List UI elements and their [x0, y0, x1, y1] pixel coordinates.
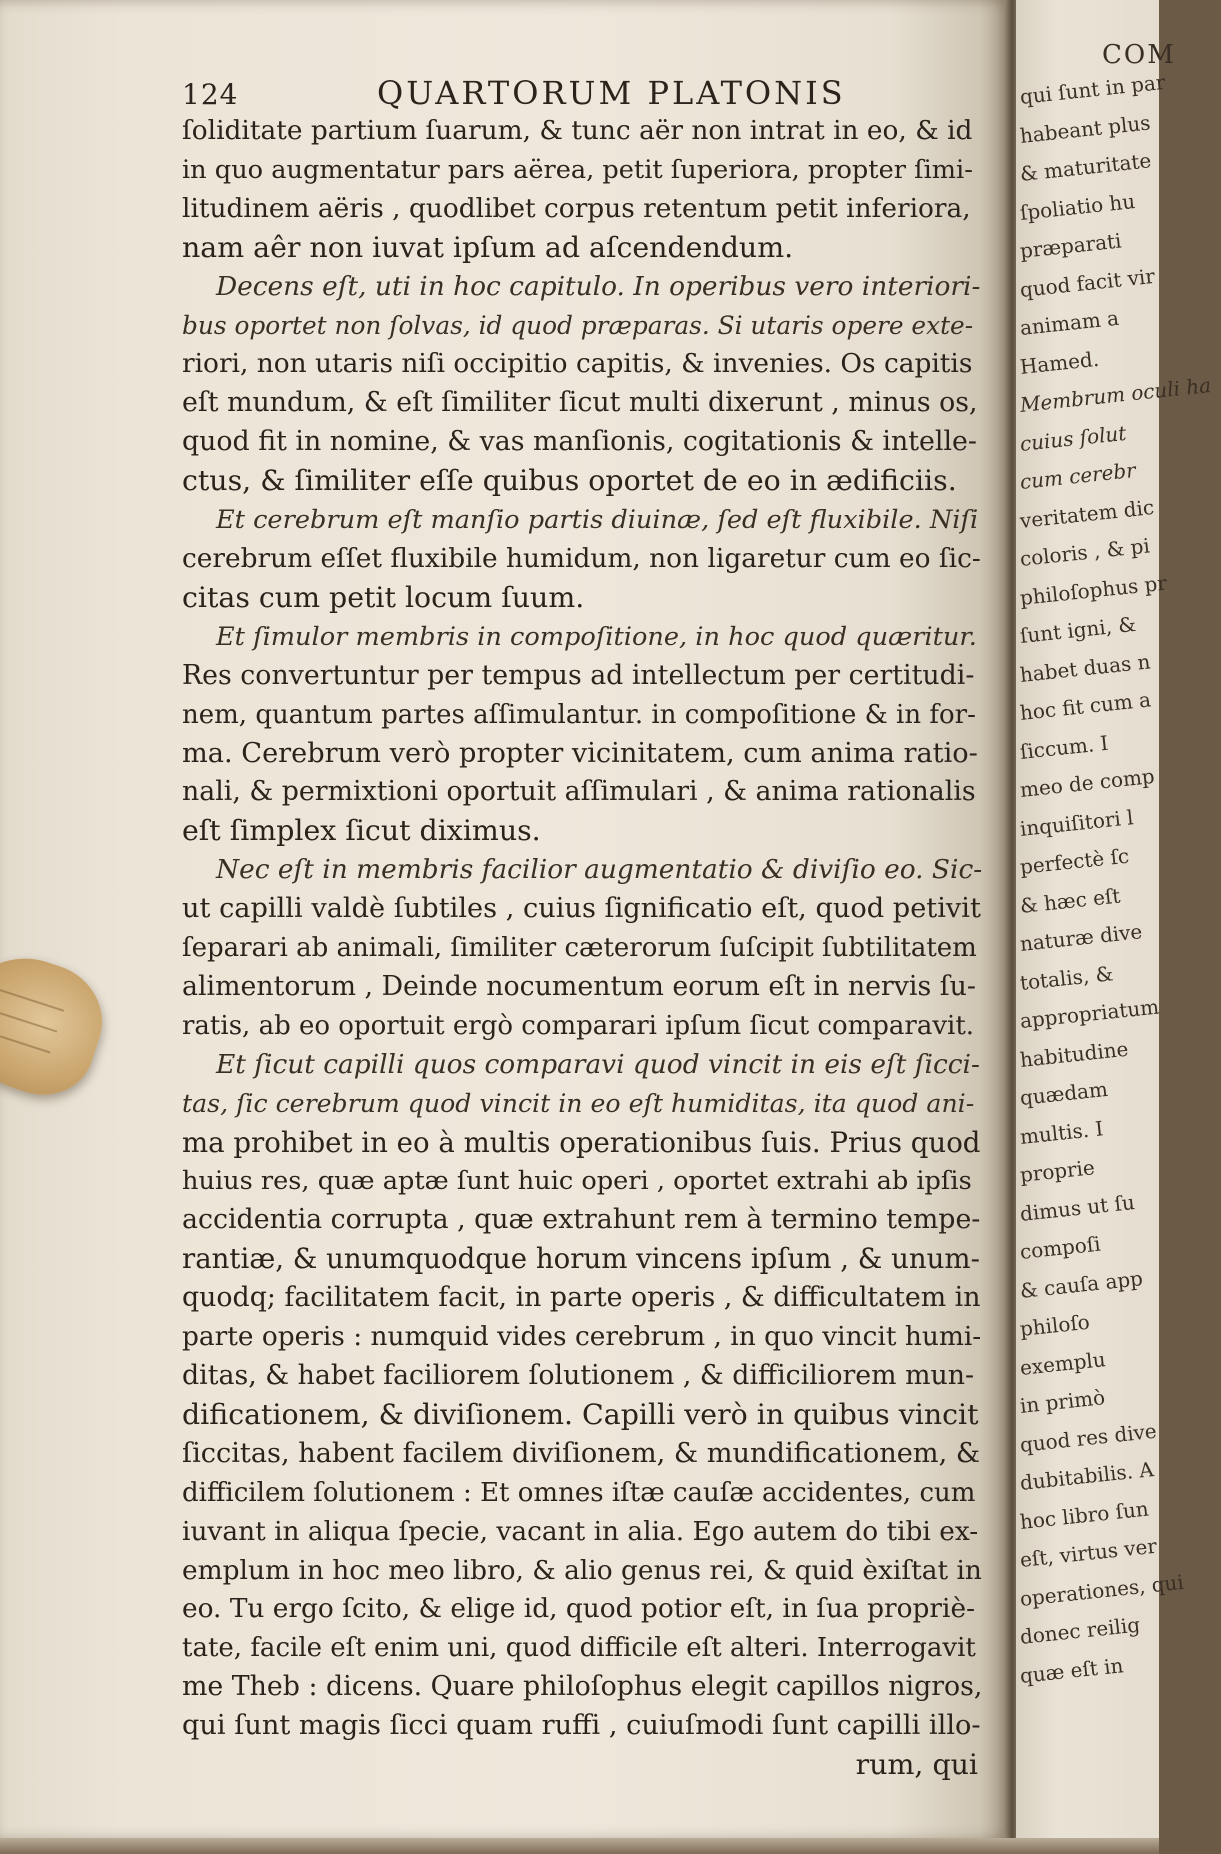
right-text-line: philoſophus pr [1018, 570, 1168, 610]
right-text-line: totalis, & [1018, 960, 1115, 995]
right-text-line: donec reilig [1018, 1612, 1142, 1649]
text-line: eo. Tu ergo ſcito, & elige id, quod potior eſt, in ſua propriè- [182, 1593, 976, 1625]
body-text [182, 112, 982, 1785]
right-text-line: appropriatum [1018, 994, 1161, 1033]
text-line: citas cum petit locum ſuum. [182, 580, 585, 614]
right-text-line: exemplu [1018, 1346, 1107, 1380]
right-text-line: proprie [1018, 1155, 1096, 1187]
text-line: ma. Cerebrum verò propter vicinitatem, cum anima ratio- [182, 737, 978, 769]
text-line: ſeparari ab animali, ſimiliter cæterorum ſuſcipit ſubtilitatem [182, 933, 977, 964]
right-text-line: cuius ſolut [1018, 420, 1128, 456]
right-text-line: quod facit vir [1018, 263, 1156, 302]
text-line: tas, ſic cerebrum quod vincit in eo eſt humiditas, ita quod ani- [182, 1088, 975, 1118]
right-text-line: & cauſa app [1018, 1265, 1144, 1303]
text-line: Et ſicut capilli quos comparavi quod vincit in eis eſt ſicci- [216, 1048, 980, 1080]
text-line: iuvant in aliqua ſpecie, vacant in alia. Ego autem do tibi ex- [182, 1515, 979, 1547]
text-line: ma prohibet in eo à multis operationibus ſuis. Prius quod [182, 1125, 981, 1159]
right-text-line: habitudine [1018, 1036, 1130, 1072]
text-line: accidentia corrupta , quæ extrahunt rem à termino tempe- [182, 1204, 981, 1236]
text-line: parte operis : numquid vides cerebrum , in quo vincit humi- [182, 1321, 982, 1353]
running-head: QUARTORUM PLATONIS [377, 74, 846, 112]
text-line: me Theb : dicens. Quare philoſophus elegit capillos nigros, [182, 1671, 983, 1703]
right-text-line: hoc fit cum a [1018, 687, 1153, 725]
right-text-line: Membrum oculi ha [1018, 373, 1213, 417]
right-text-line: in primò [1018, 1385, 1107, 1418]
right-text-line: animam a [1018, 305, 1121, 340]
right-text-line: inquiſitori l [1018, 804, 1135, 841]
right-text-line: Hamed. [1018, 346, 1101, 379]
right-text-line: ſunt igni, & [1018, 611, 1138, 648]
text-line: eſt mundum, & eſt ſimiliter ſicut multi dixerunt , minus os, [182, 387, 978, 419]
text-line: ctus, & ſimiliter eſſe quibus oportet de eo in ædificiis. [182, 464, 957, 498]
text-line: Nec eſt in membris facilior augmentatio & diviſio eo. Sic- [216, 854, 983, 886]
text-line: litudinem aëris , quodlibet corpus retentum petit inferiora, [182, 192, 971, 224]
right-text-line: eſt, virtus ver [1018, 1533, 1158, 1572]
text-line: quod fit in nomine, & vas manſionis, cogitationis & intelle- [182, 426, 977, 458]
text-line: riori, non utaris niſi occipitio capitis, & invenies. Os capitis [182, 348, 973, 380]
text-line: nam aêr non iuvat ipſum ad aſcendendum. [182, 230, 794, 264]
right-text-line: qui ſunt in par [1018, 69, 1167, 109]
text-line: qui ſunt magis ſicci quam ruffi , cuiuſmodi ſunt capilli illo- [182, 1710, 981, 1742]
right-text-line: compoſi [1018, 1231, 1102, 1264]
right-text-line: naturæ dive [1018, 919, 1144, 956]
text-line: in quo augmentatur pars aërea, petit ſuperiora, propter ſimi- [182, 154, 973, 185]
right-text-line: hoc libro ſun [1018, 1496, 1150, 1534]
right-text-line: quædam [1018, 1076, 1109, 1110]
right-text-line: ſiccum. I [1018, 730, 1110, 764]
right-text-line: cum cerebr [1018, 457, 1137, 494]
right-text-line: & maturitate [1018, 148, 1153, 186]
right-text-line: & hæc eſt [1018, 883, 1122, 918]
right-text-line: dimus ut ſu [1018, 1189, 1136, 1226]
text-line: Decens eſt, uti in hoc capitulo. In operibus vero interiori- [216, 270, 981, 302]
right-text-line: quæ eſt in [1018, 1652, 1125, 1688]
text-line: tate, facile eſt enim uni, quod difficile eſt alteri. Interrogavit [182, 1633, 976, 1664]
right-text-line: habeant plus [1018, 109, 1152, 148]
text-line: ſoliditate partium ſuarum, & tunc aër non intrat in eo, & id [182, 115, 973, 146]
text-line: ſiccitas, habent facilem diviſionem, & mundificationem, & [182, 1437, 981, 1469]
right-running-head: COM [1102, 40, 1176, 70]
page-bottom-edge [0, 1838, 1159, 1854]
right-text-line: dubitabilis. A [1018, 1457, 1155, 1495]
right-text-line: quod res dive [1018, 1418, 1158, 1457]
right-text-line: habet duas n [1018, 648, 1152, 687]
right-text-line: philoſo [1018, 1309, 1091, 1341]
right-text-line: perfectè ſc [1018, 843, 1131, 879]
text-line: ditas, & habet faciliorem ſolutionem , & difficiliorem mun- [182, 1360, 975, 1391]
right-page-partial [1016, 0, 1213, 1854]
right-text-line: coloris , & pi [1018, 533, 1151, 571]
right-text-line: operationes, qui [1018, 1569, 1185, 1611]
text-line: quodq; facilitatem facit, in parte operis , & difficultatem in [182, 1282, 981, 1314]
page-header [182, 72, 982, 116]
text-line: alimentorum , Deinde nocumentum eorum eſt in nervis ſu- [182, 970, 976, 1002]
text-line: cerebrum eſſet fluxibile humidum, non ligaretur cum eo ſic- [182, 542, 981, 574]
text-line: rantiæ, & unumquodque horum vincens ipſum , & unum- [182, 1242, 980, 1276]
text-line: ut capilli valdè ſubtiles , cuius ſignificatio eſt, quod petivit [182, 893, 981, 925]
text-line: ratis, ab eo oportuit ergò comparari ipſum ſicut comparavit. [182, 1010, 975, 1041]
right-text-line: meo de comp [1018, 763, 1156, 802]
text-line: difficilem ſolutionem : Et omnes iſtæ cauſæ accidentes, cum [182, 1477, 976, 1508]
text-line: huius res, quæ aptæ ſunt huic operi , oportet extrahi ab ipſis [182, 1166, 972, 1197]
right-text-line: veritatem dic [1018, 494, 1156, 533]
text-line: nem, quantum partes aſſimulantur. in compoſitione & in for- [182, 699, 976, 730]
text-line: bus oportet non ſolvas, id quod præparas. Si utaris opere exte- [182, 310, 974, 340]
text-line: Et cerebrum eſt manſio partis diuinæ, ſed eſt fluxibile. Niſi [216, 505, 979, 536]
page-number: 124 [182, 78, 239, 111]
text-line: dificationem, & diviſionem. Capilli verò in quibus vincit [182, 1397, 979, 1431]
text-line: nali, & permixtioni oportuit aſſimulari , & anima rationalis [182, 776, 976, 808]
right-text-line: præparati [1018, 228, 1123, 263]
right-page-text [1018, 69, 1220, 1695]
right-text-line: multis. I [1018, 1115, 1105, 1149]
catchword: rum, qui [855, 1748, 978, 1782]
text-line: Et ſimulor membris in compoſitione, in hoc quod quæritur. [216, 621, 977, 652]
text-line: emplum in hoc meo libro, & alio genus rei, & quid èxiſtat in [182, 1554, 982, 1586]
text-line: Res convertuntur per tempus ad intellectum per certitudi- [182, 659, 975, 691]
text-line: eſt ſimplex ſicut diximus. [182, 814, 541, 848]
right-text-line: ſpoliatio hu [1018, 188, 1137, 225]
